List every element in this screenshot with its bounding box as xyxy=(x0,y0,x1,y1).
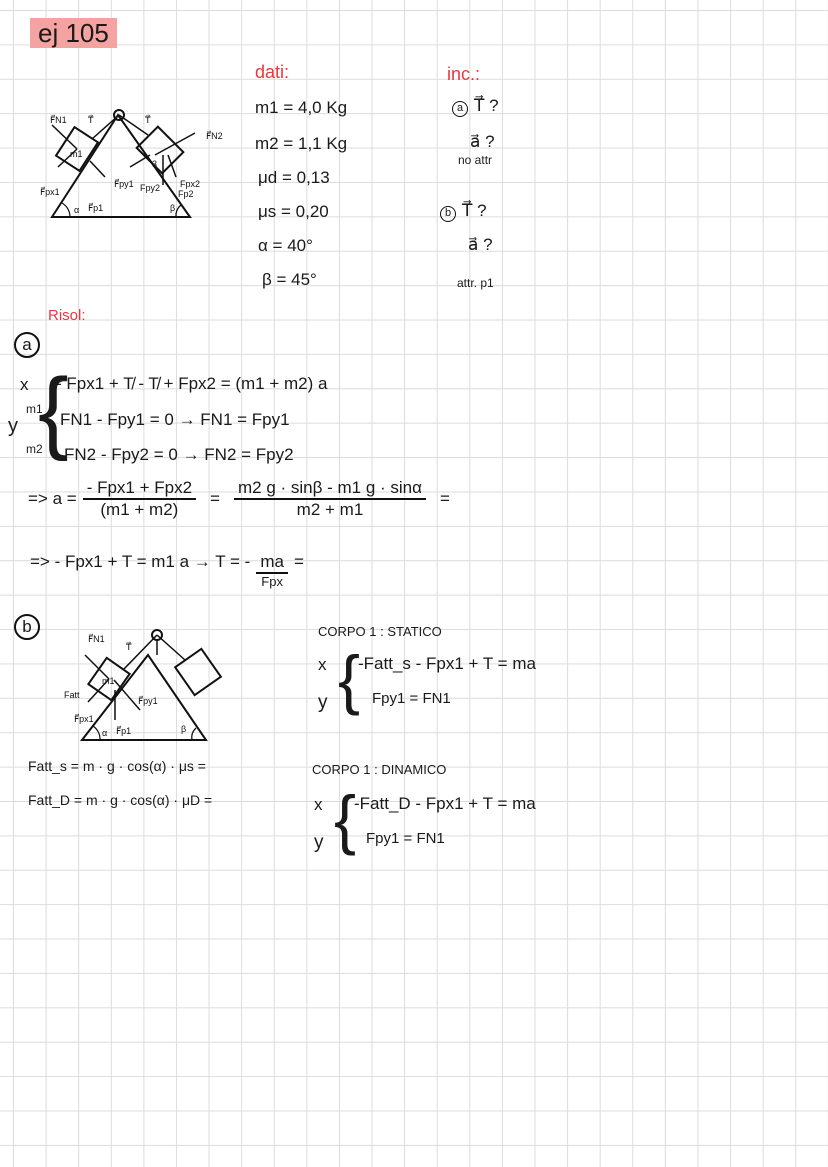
marker-a: a xyxy=(452,101,468,117)
static-y-label: y xyxy=(318,692,328,713)
dati-beta: β = 45° xyxy=(262,270,317,289)
label-fpy2: Fpy2 xyxy=(140,183,161,193)
m2-label: m2 xyxy=(26,442,43,456)
marker-b: b xyxy=(440,206,456,222)
dati-label: dati: xyxy=(255,62,290,82)
label-t2: T⃗ xyxy=(145,115,151,125)
static-title: CORPO 1 : STATICO xyxy=(318,624,442,639)
b-label-t: T⃗ xyxy=(126,642,132,652)
dati-alpha: α = 40° xyxy=(258,236,313,255)
t-suffix: = xyxy=(293,552,304,571)
inc-b-a: a⃗ ? xyxy=(468,235,493,254)
inc-a-T xyxy=(452,96,499,117)
dati-mus: μs = 0,20 xyxy=(258,202,329,221)
dati-m2: m2 = 1,1 Kg xyxy=(255,134,348,153)
eq-x: - Fpx1 + T̸ - T̸ + Fpx2 = (m1 + m2) a xyxy=(56,374,328,393)
static-brace: { xyxy=(338,642,361,716)
label-t1: T⃗ xyxy=(88,115,94,125)
b-label-m1: m1 xyxy=(102,676,115,686)
inc-b-T xyxy=(440,201,487,222)
static-eq-y: Fpy1 = FN1 xyxy=(372,690,451,707)
a-suffix: = xyxy=(439,489,450,508)
block-m2-b xyxy=(175,649,221,695)
a-frac1-den: (m1 + m2) xyxy=(100,500,179,519)
t-frac-num: ma xyxy=(256,552,288,574)
b-label-fp1: F⃗p1 xyxy=(116,726,132,736)
t-fraction xyxy=(256,552,288,589)
fatt-static-formula: Fatt_s = m · g · cos(α) · μs = xyxy=(28,758,206,774)
label-fp2: Fp2 xyxy=(178,189,194,199)
axis-x-label: x xyxy=(20,375,29,394)
b-label-fpx1: F⃗px1 xyxy=(74,714,94,724)
inc-b-T-text: T⃗ ? xyxy=(462,201,487,220)
risol-label: Risol: xyxy=(48,307,86,324)
acceleration-formula xyxy=(28,478,450,520)
label-beta: β xyxy=(170,203,176,213)
dynamic-brace: { xyxy=(334,782,357,856)
dati-m1: m1 = 4,0 Kg xyxy=(255,98,348,117)
system-brace: { xyxy=(38,360,69,462)
dynamic-y-label: y xyxy=(314,832,324,853)
a-frac2-den: m2 + m1 xyxy=(296,500,364,519)
inc-b-note: attr. p1 xyxy=(457,276,494,290)
a-fraction-2 xyxy=(234,478,426,520)
b-label-beta: β xyxy=(181,724,187,734)
a-fraction-1 xyxy=(83,478,196,520)
t-frac-den: Fpx xyxy=(261,574,283,589)
inc-a-a: a⃗ ? xyxy=(470,132,495,151)
label-fp1: F⃗p1 xyxy=(88,203,104,213)
dynamic-title: CORPO 1 : DINAMICO xyxy=(312,762,447,777)
a-frac2-num: m2 g · sinβ - m1 g · sinα xyxy=(234,478,426,500)
dati-mud: μd = 0,13 xyxy=(258,168,330,187)
axis-y-label: y xyxy=(8,415,18,437)
a-frac1-num: - Fpx1 + Fpx2 xyxy=(83,478,196,500)
fatt-dynamic-formula: Fatt_D = m · g · cos(α) · μD = xyxy=(28,792,213,808)
label-m1: m1 xyxy=(70,149,83,159)
eq-y-m2: FN2 - Fpy2 = 0 → FN2 = Fpy2 xyxy=(64,445,294,464)
label-fn1: F⃗N1 xyxy=(50,115,67,125)
b-label-fn1: F⃗N1 xyxy=(88,634,105,644)
label-fn2: F⃗N2 xyxy=(206,131,223,141)
label-fpy1: F⃗py1 xyxy=(114,179,134,189)
inc-a-note: no attr xyxy=(458,153,493,167)
incline-diagram-b xyxy=(60,620,230,745)
inc-a-T-text: T⃗ ? xyxy=(474,96,499,115)
label-alpha: α xyxy=(74,205,80,215)
part-a-marker: a xyxy=(14,332,40,358)
static-x-label: x xyxy=(318,655,327,674)
part-b-marker: b xyxy=(14,614,40,640)
tension-formula xyxy=(30,552,304,589)
label-fpx2: Fpx2 xyxy=(180,179,201,189)
b-label-fpy1: F⃗py1 xyxy=(138,696,158,706)
a-prefix: => a = xyxy=(28,489,77,508)
label-fpx1: F⃗px1 xyxy=(40,187,60,197)
t-line: => - Fpx1 + T = m1 a → T = - xyxy=(30,552,251,571)
inclined-planes-diagram xyxy=(30,95,250,225)
page-title: ej 105 xyxy=(30,18,117,48)
dynamic-eq-y: Fpy1 = FN1 xyxy=(366,830,445,847)
eq-sign: = xyxy=(210,489,220,508)
incognite-label: inc.: xyxy=(447,64,481,84)
static-eq-x: -Fatt_s - Fpx1 + T = ma xyxy=(358,654,536,673)
b-label-fatt: Fatt xyxy=(64,690,80,700)
label-m2-block: 3 xyxy=(152,159,158,169)
b-label-alpha: α xyxy=(102,728,108,738)
m1-label: m1 xyxy=(26,402,43,416)
dynamic-eq-x: -Fatt_D - Fpx1 + T = ma xyxy=(354,794,536,813)
dynamic-x-label: x xyxy=(314,795,323,814)
eq-y-m1: FN1 - Fpy1 = 0 → FN1 = Fpy1 xyxy=(60,410,290,429)
